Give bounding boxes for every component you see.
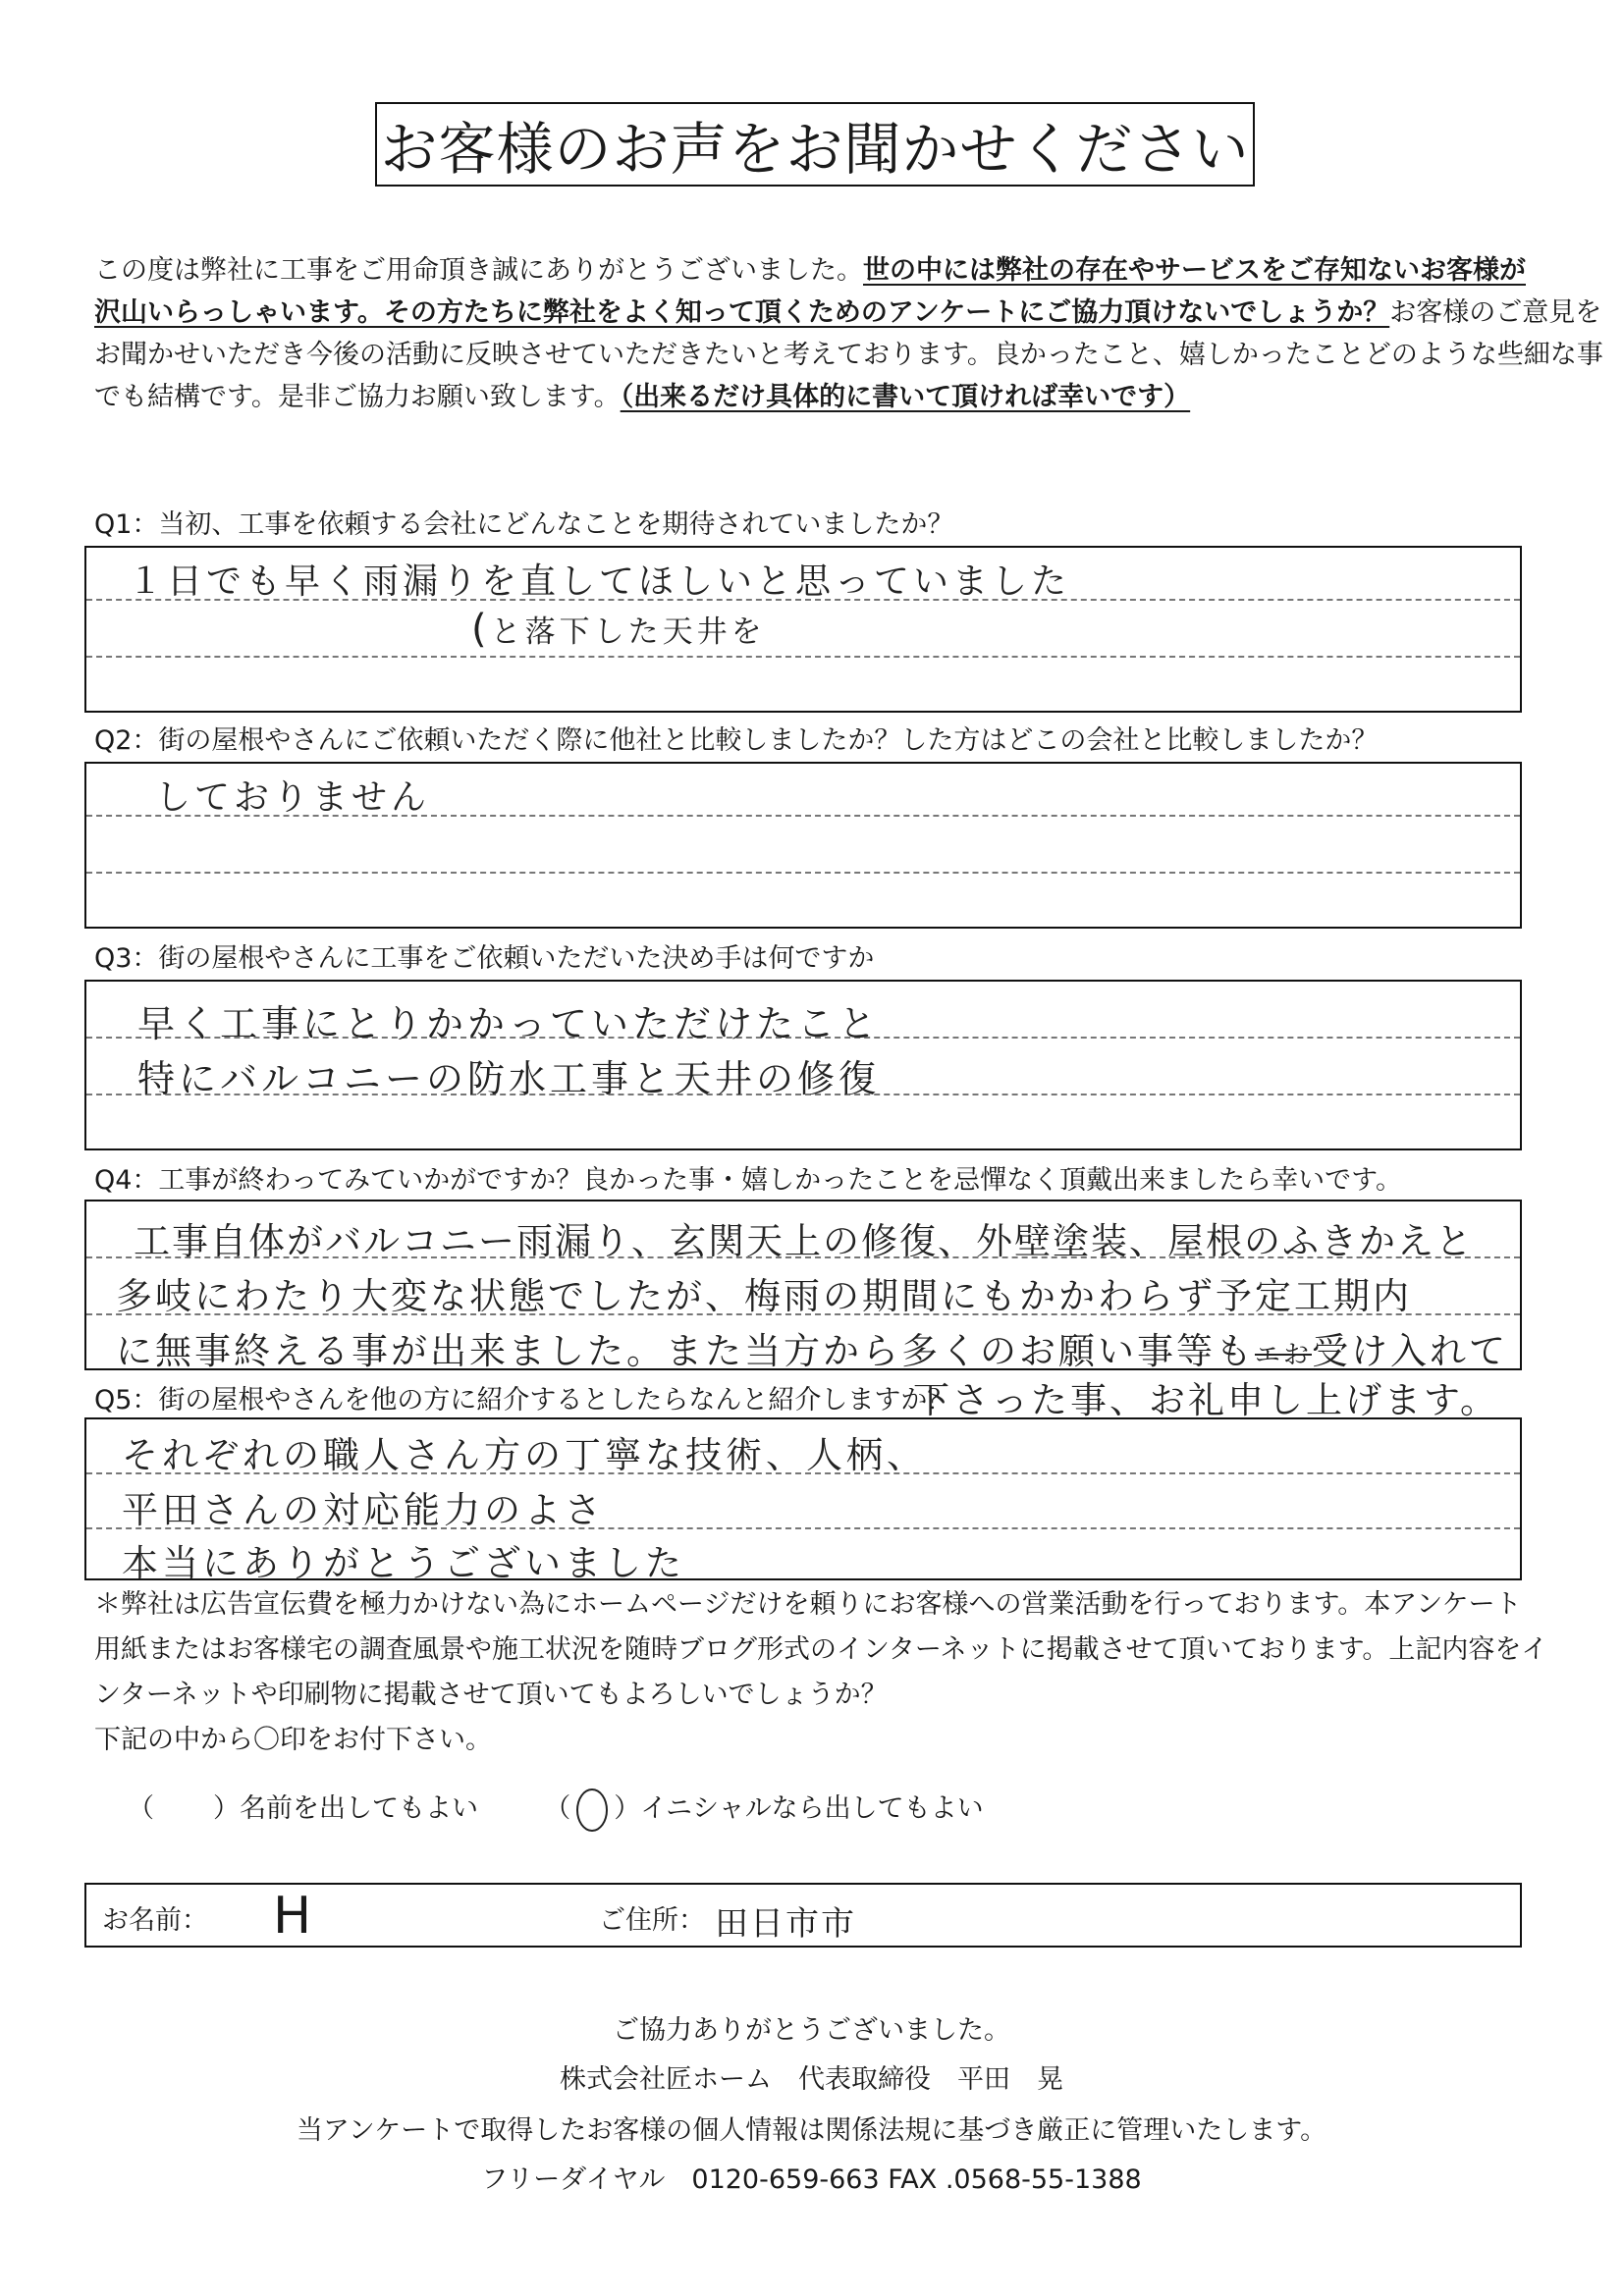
question-5-label: Q5：街の屋根やさんを他の方に紹介するとしたらなんと紹介しますか？: [94, 1385, 954, 1415]
page-title-text: お客様のお声をお聞かせください: [380, 116, 1250, 183]
page-title: [375, 102, 1255, 187]
handwritten-answer: それぞれの職人さん方の丁寧な技術、人柄、: [122, 1434, 927, 1476]
handwritten-answer: [116, 1321, 1508, 1374]
choice-initials-ok[interactable]: [544, 1793, 983, 1824]
notice-line: ンターネットや印刷物に掲載させて頂いてもよろしいでしょうか？: [94, 1680, 888, 1710]
question-3-answer-box[interactable]: [84, 980, 1522, 1150]
handwritten-answer: １日でも早く雨漏りを直してほしいと思っていました: [128, 561, 1071, 602]
footer-company: 株式会社匠ホーム 代表取締役 平田 晃: [560, 2064, 1063, 2095]
question-1-answer-box[interactable]: [84, 546, 1522, 713]
intro-text: でも結構です。是非ご協力お願い致します。: [94, 382, 621, 412]
question-4-answer-box[interactable]: [84, 1200, 1522, 1370]
handwritten-answer: 本当にありがとうございました: [122, 1542, 685, 1584]
intro-paragraph: [94, 249, 1603, 418]
intro-text: お客様のご意見を: [1389, 297, 1602, 328]
handwritten-answer: 工事自体がバルコニー雨漏り、玄関天上の修復、外壁塗装、屋根のふきかえと: [134, 1220, 1474, 1262]
intro-text: お聞かせいただき今後の活動に反映させていただきたいと考えております。良かったこと、嬉しかったことどのような些細な事: [94, 340, 1603, 370]
question-2-answer-box[interactable]: [84, 762, 1522, 929]
choice-bracket: ）: [614, 1793, 641, 1824]
answer-text: に無事終える事が出来ました。また当方から多くのお願い事等も: [116, 1330, 1255, 1372]
question-1-label: Q1：当初、工事を依頼する会社にどんなことを期待されていましたか？: [94, 509, 954, 540]
question-2-label: Q2：街の屋根やさんにご依頼いただく際に他社と比較しましたか？した方はどこの会社と比較しましたか？: [94, 725, 1379, 756]
intro-emphasis: 沢山いらっしゃいます。その方たちに弊社をよく知って頂くためのアンケートにご協力頂けないでしょうか？: [94, 297, 1390, 328]
handwritten-answer: 早く工事にとりかかっていただけたこと: [137, 1002, 881, 1045]
intro-line-1: [94, 249, 1547, 292]
choice-name-ok[interactable]: [128, 1793, 487, 1824]
notice-line: 用紙またはお客様宅の調査風景や施工状況を随時ブログ形式のインターネットに掲載させて頂いております。上記内容をイ: [94, 1634, 1548, 1665]
footer-contact: フリーダイヤル 0120-659-663 FAX .0568-55-1388: [481, 2164, 1142, 2195]
intro-emphasis: （出来るだけ具体的に書いて頂ければ幸いです）: [620, 382, 1191, 412]
question-4-label: Q4：工事が終わってみていかがですか？良かった事・嬉しかったことを忌憚なく頂戴出来ましたら幸いです。: [94, 1165, 1402, 1196]
intro-emphasis: 世の中には弊社の存在やサービスをご存知ないお客様が: [863, 255, 1526, 286]
intro-line-2: [94, 292, 1602, 334]
choice-label: 名前を出してもよい: [240, 1793, 478, 1824]
footer-thanks: ご協力ありがとうございました。: [613, 2015, 1010, 2046]
handwritten-answer-continuation: 下さった事、お礼申し上げます。: [913, 1379, 1500, 1421]
handwritten-answer: 多岐にわたり大変な状態でしたが、梅雨の期間にもかかわらず予定工期内: [116, 1275, 1412, 1317]
publication-notice: [94, 1582, 1547, 1763]
intro-line-4: [94, 376, 1547, 418]
intro-text: この度は弊社に工事をご用命頂き誠にありがとうございました。: [94, 255, 863, 286]
choice-label: イニシャルなら出してもよい: [640, 1793, 984, 1824]
name-label: お名前：: [102, 1905, 208, 1936]
customer-info-box: [84, 1883, 1522, 1948]
notice-line: 下記の中から〇印をお付下さい。: [94, 1725, 492, 1755]
question-3-label: Q3：街の屋根やさんに工事をご依頼いただいた決め手は何ですか: [94, 943, 875, 974]
answer-guide-line: [86, 872, 1520, 874]
address-label: ご住所：: [599, 1905, 705, 1936]
answer-guide-line: [86, 656, 1520, 658]
name-field[interactable]: H: [273, 1887, 312, 1946]
choice-bracket: （: [544, 1793, 571, 1824]
handwritten-answer: 平田さんの対応能力のよさ: [122, 1489, 605, 1531]
intro-line-3: [94, 334, 1603, 376]
notice-line: ＊弊社は広告宣伝費を極力かけない為にホームページだけを頼りにお客様への営業活動を行っております。本アンケート: [94, 1589, 1522, 1620]
answer-text: 受け入れて: [1312, 1330, 1509, 1372]
struck-out-text: エお: [1255, 1335, 1312, 1371]
insertion-text: と落下した天井を: [490, 614, 766, 650]
selected-circle-mark: [576, 1789, 608, 1832]
address-field[interactable]: 田日市市: [715, 1904, 856, 1944]
handwritten-insertion: (と落下した天井を: [471, 607, 766, 652]
choice-bracket: （: [128, 1793, 154, 1824]
handwritten-answer: しておりません: [155, 777, 431, 818]
choice-bracket: ）: [213, 1793, 240, 1824]
question-5-answer-box[interactable]: [84, 1417, 1522, 1584]
footer-privacy: 当アンケートで取得したお客様の個人情報は関係法規に基づき厳正に管理いたします。: [296, 2115, 1327, 2146]
handwritten-answer: 特にバルコニーの防水工事と天井の修復: [137, 1057, 881, 1100]
publication-choices: [128, 1787, 984, 1832]
